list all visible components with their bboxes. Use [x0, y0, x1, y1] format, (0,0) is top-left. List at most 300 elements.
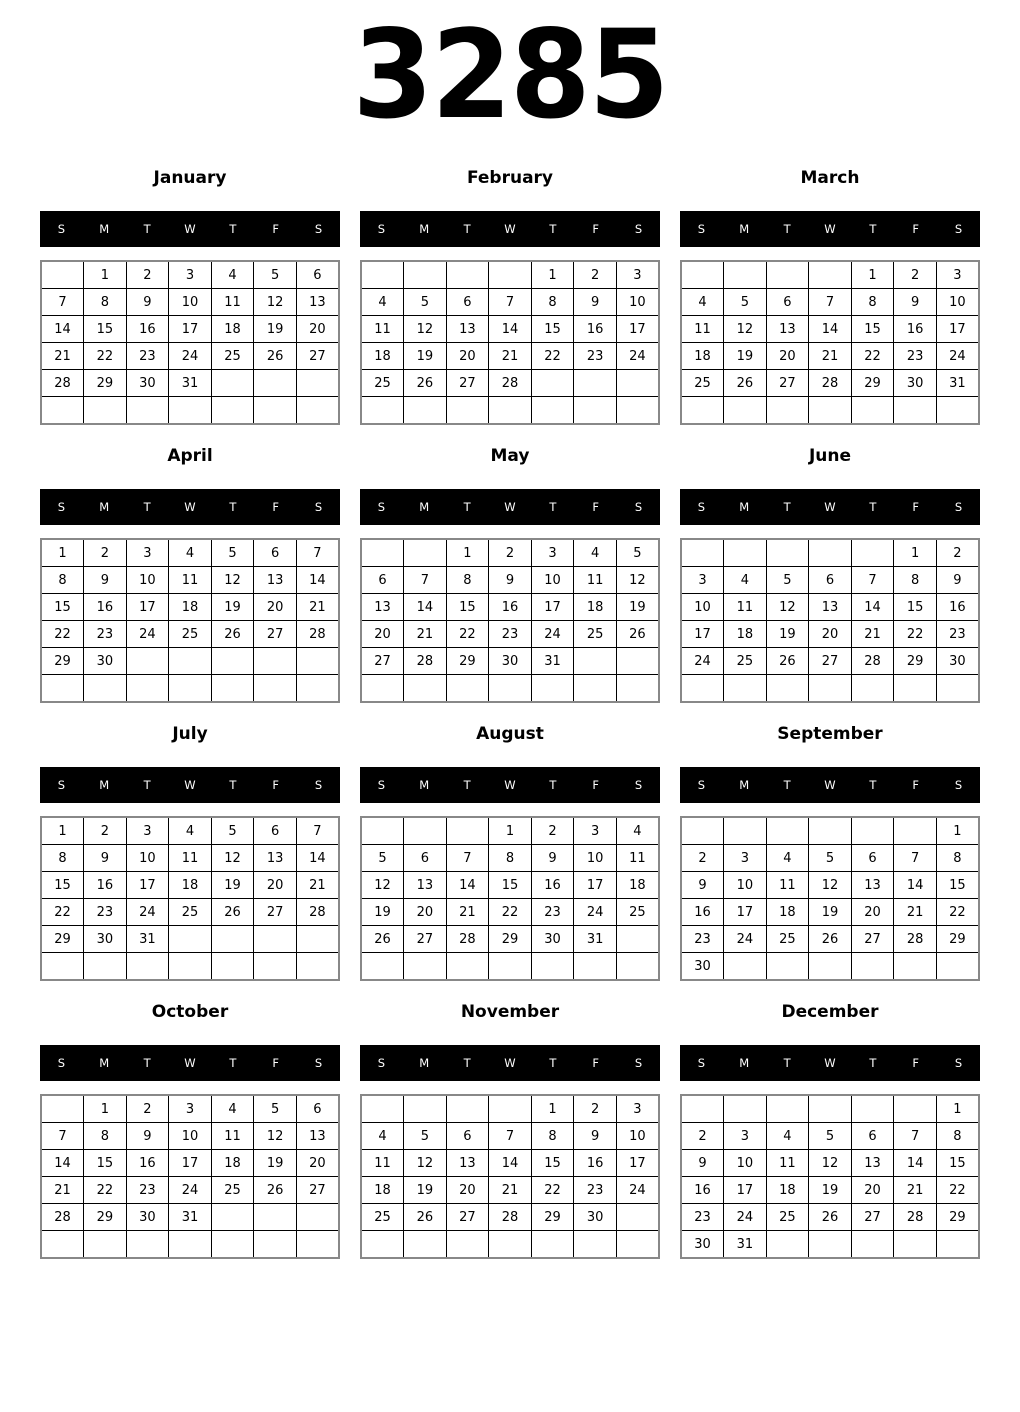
month-may	[360, 428, 660, 706]
empty-day-cell	[84, 953, 127, 981]
week-row	[361, 289, 659, 316]
day-cell: 15	[446, 594, 489, 621]
weekday-label: S	[377, 222, 386, 236]
week-row	[681, 397, 979, 425]
weekday-header	[680, 489, 980, 525]
empty-day-cell	[254, 648, 297, 675]
day-cell: 17	[724, 899, 767, 926]
day-cell: 16	[574, 1150, 617, 1177]
weekday-label: F	[912, 778, 920, 792]
empty-day-cell	[766, 817, 809, 845]
day-cell: 22	[84, 1177, 127, 1204]
day-cell: 8	[489, 845, 532, 872]
day-cell: 4	[169, 539, 212, 567]
day-cell: 22	[41, 621, 84, 648]
empty-day-cell	[616, 926, 659, 953]
empty-day-cell	[254, 1204, 297, 1231]
day-cell: 28	[489, 1204, 532, 1231]
empty-day-cell	[404, 397, 447, 425]
day-cell: 27	[446, 1204, 489, 1231]
weekday-header	[40, 489, 340, 525]
week-row	[41, 621, 339, 648]
day-cell: 24	[126, 899, 169, 926]
weekday-label: T	[783, 1056, 791, 1070]
day-cell: 21	[296, 872, 339, 899]
weekday-label: S	[314, 222, 323, 236]
empty-day-cell	[724, 397, 767, 425]
day-cell: 5	[404, 1123, 447, 1150]
week-row	[681, 289, 979, 316]
day-cell: 19	[724, 343, 767, 370]
month-september	[680, 706, 980, 984]
weekday-label: S	[57, 778, 66, 792]
day-cell: 2	[489, 539, 532, 567]
day-cell: 10	[616, 1123, 659, 1150]
day-cell: 7	[489, 1123, 532, 1150]
day-cell: 14	[489, 316, 532, 343]
empty-day-cell	[766, 539, 809, 567]
day-cell: 16	[574, 316, 617, 343]
week-row	[681, 370, 979, 397]
day-cell: 1	[41, 817, 84, 845]
day-cell: 13	[851, 1150, 894, 1177]
day-cell: 23	[531, 899, 574, 926]
weekday-header	[680, 767, 980, 803]
day-cell: 3	[169, 1095, 212, 1123]
day-cell: 29	[851, 370, 894, 397]
week-row	[41, 370, 339, 397]
day-cell: 27	[254, 899, 297, 926]
day-cell: 7	[296, 539, 339, 567]
day-cell: 25	[211, 343, 254, 370]
week-row	[361, 1177, 659, 1204]
weekday-header	[40, 767, 340, 803]
empty-day-cell	[126, 1231, 169, 1259]
week-row	[681, 621, 979, 648]
day-cell: 5	[361, 845, 404, 872]
empty-day-cell	[936, 1231, 979, 1259]
day-cell: 17	[574, 872, 617, 899]
day-cell: 22	[446, 621, 489, 648]
weekday-header	[360, 211, 660, 247]
day-cell: 30	[126, 1204, 169, 1231]
day-cell: 2	[894, 261, 937, 289]
day-cell: 3	[681, 567, 724, 594]
day-cell: 24	[724, 926, 767, 953]
week-row	[681, 539, 979, 567]
weekday-label: S	[697, 778, 706, 792]
month-name: June	[808, 446, 852, 466]
day-cell: 23	[126, 343, 169, 370]
day-cell: 31	[169, 370, 212, 397]
days-grid	[680, 260, 980, 425]
day-cell: 2	[126, 261, 169, 289]
day-cell: 15	[84, 316, 127, 343]
day-cell: 11	[574, 567, 617, 594]
empty-day-cell	[446, 817, 489, 845]
day-cell: 15	[894, 594, 937, 621]
day-cell: 21	[894, 899, 937, 926]
week-row	[681, 1150, 979, 1177]
empty-day-cell	[254, 397, 297, 425]
weekday-label: M	[739, 778, 750, 792]
day-cell: 19	[809, 1177, 852, 1204]
day-cell: 13	[254, 845, 297, 872]
day-cell: 14	[41, 1150, 84, 1177]
weekday-label: T	[869, 500, 877, 514]
day-cell: 20	[766, 343, 809, 370]
day-cell: 23	[574, 343, 617, 370]
empty-day-cell	[361, 675, 404, 703]
weekday-label: S	[634, 778, 643, 792]
day-cell: 25	[211, 1177, 254, 1204]
week-row	[361, 872, 659, 899]
day-cell: 17	[169, 1150, 212, 1177]
months-grid	[0, 150, 1020, 1262]
day-cell: 22	[894, 621, 937, 648]
day-cell: 23	[681, 1204, 724, 1231]
weekday-label: T	[229, 778, 237, 792]
day-cell: 2	[681, 845, 724, 872]
day-cell: 25	[724, 648, 767, 675]
weekday-label: F	[592, 222, 600, 236]
weekday-label: F	[912, 1056, 920, 1070]
day-cell: 21	[489, 343, 532, 370]
day-cell: 31	[724, 1231, 767, 1259]
day-cell: 6	[254, 817, 297, 845]
day-cell: 30	[126, 370, 169, 397]
day-cell: 2	[681, 1123, 724, 1150]
weekday-label: S	[57, 500, 66, 514]
day-cell: 27	[851, 1204, 894, 1231]
week-row	[681, 594, 979, 621]
day-cell: 12	[809, 872, 852, 899]
day-cell: 6	[296, 1095, 339, 1123]
empty-day-cell	[296, 648, 339, 675]
day-cell: 25	[361, 370, 404, 397]
day-cell: 26	[361, 926, 404, 953]
day-cell: 26	[809, 1204, 852, 1231]
day-cell: 20	[296, 316, 339, 343]
day-cell: 23	[681, 926, 724, 953]
weekday-header	[40, 1045, 340, 1081]
weekday-label: T	[143, 778, 151, 792]
weekday-label: S	[57, 1056, 66, 1070]
empty-day-cell	[724, 539, 767, 567]
day-cell: 21	[851, 621, 894, 648]
day-cell: 3	[724, 845, 767, 872]
month-august	[360, 706, 660, 984]
empty-day-cell	[851, 539, 894, 567]
day-cell: 28	[404, 648, 447, 675]
day-cell: 22	[851, 343, 894, 370]
day-cell: 23	[574, 1177, 617, 1204]
day-cell: 13	[851, 872, 894, 899]
day-cell: 19	[404, 1177, 447, 1204]
week-row	[681, 316, 979, 343]
month-name: December	[781, 1002, 879, 1022]
month-name: May	[490, 446, 530, 466]
day-cell: 20	[809, 621, 852, 648]
week-row	[681, 872, 979, 899]
day-cell: 12	[616, 567, 659, 594]
days-grid	[680, 538, 980, 703]
weekday-label: T	[549, 1056, 557, 1070]
day-cell: 10	[531, 567, 574, 594]
empty-day-cell	[531, 397, 574, 425]
day-cell: 30	[894, 370, 937, 397]
day-cell: 29	[446, 648, 489, 675]
day-cell: 13	[361, 594, 404, 621]
days-grid	[360, 538, 660, 703]
day-cell: 31	[531, 648, 574, 675]
empty-day-cell	[531, 675, 574, 703]
empty-day-cell	[446, 1095, 489, 1123]
weekday-label: W	[184, 222, 196, 236]
day-cell: 20	[446, 343, 489, 370]
weekday-label: F	[592, 1056, 600, 1070]
month-name: October	[151, 1002, 229, 1022]
day-cell: 4	[361, 289, 404, 316]
weekday-label: T	[783, 500, 791, 514]
day-cell: 10	[126, 845, 169, 872]
empty-day-cell	[936, 397, 979, 425]
empty-day-cell	[936, 953, 979, 981]
days-grid	[40, 816, 340, 981]
day-cell: 9	[489, 567, 532, 594]
day-cell: 8	[851, 289, 894, 316]
day-cell: 20	[254, 594, 297, 621]
day-cell: 1	[41, 539, 84, 567]
empty-day-cell	[361, 1095, 404, 1123]
day-cell: 6	[361, 567, 404, 594]
empty-day-cell	[574, 1231, 617, 1259]
month-april	[40, 428, 340, 706]
day-cell: 17	[616, 316, 659, 343]
day-cell: 24	[936, 343, 979, 370]
week-row	[681, 648, 979, 675]
day-cell: 16	[84, 872, 127, 899]
day-cell: 21	[41, 1177, 84, 1204]
day-cell: 21	[894, 1177, 937, 1204]
day-cell: 15	[531, 1150, 574, 1177]
day-cell: 27	[446, 370, 489, 397]
day-cell: 9	[531, 845, 574, 872]
days-grid	[40, 1094, 340, 1259]
empty-day-cell	[41, 1095, 84, 1123]
weekday-label: T	[869, 222, 877, 236]
day-cell: 1	[84, 261, 127, 289]
day-cell: 27	[404, 926, 447, 953]
empty-day-cell	[851, 675, 894, 703]
day-cell: 14	[296, 567, 339, 594]
day-cell: 10	[936, 289, 979, 316]
day-cell: 22	[41, 899, 84, 926]
day-cell: 6	[446, 289, 489, 316]
day-cell: 14	[41, 316, 84, 343]
day-cell: 22	[84, 343, 127, 370]
day-cell: 10	[169, 1123, 212, 1150]
day-cell: 18	[211, 1150, 254, 1177]
day-cell: 7	[851, 567, 894, 594]
day-cell: 27	[766, 370, 809, 397]
day-cell: 29	[84, 370, 127, 397]
day-cell: 7	[894, 845, 937, 872]
week-row	[41, 1123, 339, 1150]
day-cell: 2	[126, 1095, 169, 1123]
empty-day-cell	[211, 953, 254, 981]
day-cell: 11	[766, 872, 809, 899]
day-cell: 3	[936, 261, 979, 289]
weekday-label: T	[869, 778, 877, 792]
empty-day-cell	[41, 261, 84, 289]
days-grid	[360, 260, 660, 425]
month-name: November	[460, 1002, 560, 1022]
empty-day-cell	[574, 397, 617, 425]
empty-day-cell	[126, 675, 169, 703]
month-november	[360, 984, 660, 1262]
day-cell: 26	[211, 899, 254, 926]
empty-day-cell	[531, 1231, 574, 1259]
day-cell: 17	[616, 1150, 659, 1177]
day-cell: 14	[894, 1150, 937, 1177]
day-cell: 24	[531, 621, 574, 648]
day-cell: 21	[446, 899, 489, 926]
weekday-label: M	[99, 500, 110, 514]
day-cell: 16	[681, 899, 724, 926]
day-cell: 1	[489, 817, 532, 845]
weekday-label: W	[504, 500, 516, 514]
day-cell: 30	[84, 926, 127, 953]
day-cell: 6	[296, 261, 339, 289]
weekday-label: F	[912, 222, 920, 236]
day-cell: 10	[724, 1150, 767, 1177]
day-cell: 7	[296, 817, 339, 845]
week-row	[41, 872, 339, 899]
day-cell: 5	[211, 539, 254, 567]
day-cell: 7	[809, 289, 852, 316]
day-cell: 8	[41, 567, 84, 594]
day-cell: 20	[851, 1177, 894, 1204]
day-cell: 7	[489, 289, 532, 316]
day-cell: 17	[531, 594, 574, 621]
day-cell: 14	[296, 845, 339, 872]
day-cell: 6	[404, 845, 447, 872]
week-row	[41, 1095, 339, 1123]
day-cell: 24	[169, 1177, 212, 1204]
day-cell: 17	[126, 594, 169, 621]
day-cell: 5	[254, 261, 297, 289]
day-cell: 19	[404, 343, 447, 370]
weekday-header	[360, 489, 660, 525]
day-cell: 26	[724, 370, 767, 397]
weekday-label: W	[824, 222, 836, 236]
month-june	[680, 428, 980, 706]
empty-day-cell	[894, 1231, 937, 1259]
days-grid	[40, 538, 340, 703]
week-row	[361, 1204, 659, 1231]
week-row	[361, 675, 659, 703]
day-cell: 26	[404, 370, 447, 397]
week-row	[41, 899, 339, 926]
weekday-label: W	[504, 778, 516, 792]
day-cell: 1	[936, 1095, 979, 1123]
month-name: September	[777, 724, 883, 744]
day-cell: 29	[489, 926, 532, 953]
weekday-label: S	[954, 778, 963, 792]
day-cell: 28	[809, 370, 852, 397]
weekday-header	[360, 767, 660, 803]
empty-day-cell	[254, 953, 297, 981]
week-row	[361, 648, 659, 675]
week-row	[681, 343, 979, 370]
empty-day-cell	[404, 539, 447, 567]
week-row	[681, 1123, 979, 1150]
day-cell: 25	[766, 1204, 809, 1231]
empty-day-cell	[531, 953, 574, 981]
day-cell: 6	[851, 1123, 894, 1150]
week-row	[681, 1204, 979, 1231]
day-cell: 28	[41, 370, 84, 397]
weekday-label: T	[143, 1056, 151, 1070]
day-cell: 16	[126, 1150, 169, 1177]
day-cell: 31	[169, 1204, 212, 1231]
day-cell: 30	[936, 648, 979, 675]
day-cell: 9	[894, 289, 937, 316]
week-row	[41, 539, 339, 567]
empty-day-cell	[41, 953, 84, 981]
weekday-label: W	[824, 778, 836, 792]
day-cell: 15	[851, 316, 894, 343]
day-cell: 12	[724, 316, 767, 343]
day-cell: 28	[489, 370, 532, 397]
week-row	[41, 953, 339, 981]
week-row	[361, 316, 659, 343]
weekday-header	[40, 211, 340, 247]
empty-day-cell	[254, 370, 297, 397]
day-cell: 9	[84, 845, 127, 872]
day-cell: 28	[894, 1204, 937, 1231]
day-cell: 29	[894, 648, 937, 675]
day-cell: 25	[681, 370, 724, 397]
empty-day-cell	[766, 261, 809, 289]
day-cell: 3	[126, 539, 169, 567]
day-cell: 18	[169, 872, 212, 899]
empty-day-cell	[809, 817, 852, 845]
month-name: January	[153, 168, 227, 188]
empty-day-cell	[296, 1204, 339, 1231]
day-cell: 15	[84, 1150, 127, 1177]
empty-day-cell	[574, 370, 617, 397]
empty-day-cell	[296, 675, 339, 703]
weekday-label: S	[697, 222, 706, 236]
week-row	[361, 899, 659, 926]
day-cell: 30	[681, 1231, 724, 1259]
day-cell: 5	[404, 289, 447, 316]
month-october	[40, 984, 340, 1262]
week-row	[361, 539, 659, 567]
weekday-label: W	[824, 500, 836, 514]
day-cell: 23	[126, 1177, 169, 1204]
day-cell: 2	[574, 261, 617, 289]
day-cell: 17	[169, 316, 212, 343]
empty-day-cell	[489, 675, 532, 703]
day-cell: 20	[851, 899, 894, 926]
day-cell: 10	[724, 872, 767, 899]
day-cell: 3	[616, 261, 659, 289]
month-name: August	[476, 724, 544, 744]
day-cell: 24	[616, 343, 659, 370]
